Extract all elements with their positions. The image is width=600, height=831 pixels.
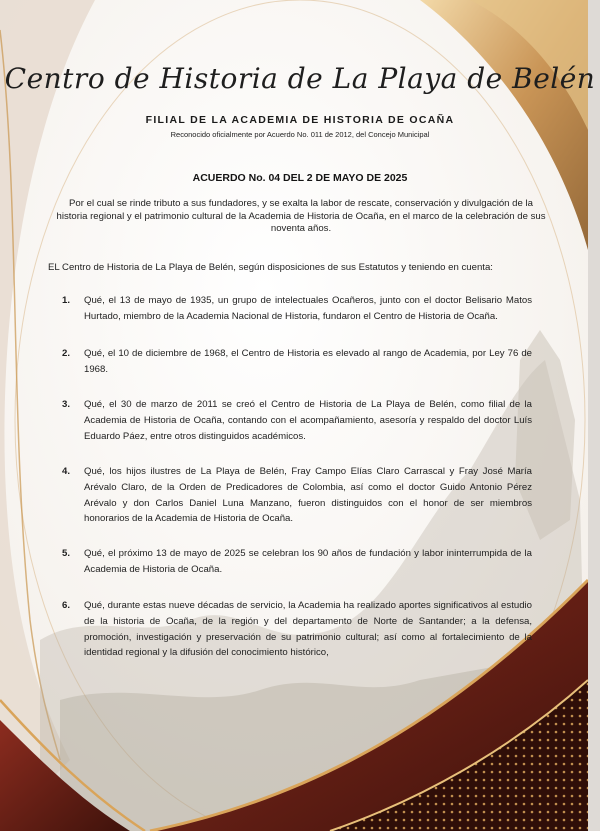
list-item [62, 293, 532, 325]
list-item [62, 464, 532, 527]
list-item [62, 346, 532, 378]
list-item [62, 598, 532, 661]
list-item-number: 6. [62, 600, 71, 611]
list-item-number: 3. [62, 399, 71, 410]
list-item-number: 5. [62, 548, 71, 559]
list-item-number: 1. [62, 295, 71, 306]
list-item [62, 546, 532, 578]
list-item-text: Qué, el 13 de mayo de 1935, un grupo de intelectuales Ocañeros, junto con el doctor Belisario Matos Hurtado, miembro de la Academia Nacional de Historia, fundaron el Centro de Historia de Ocaña. [84, 295, 532, 322]
list-item-number: 4. [62, 466, 71, 477]
list-item-text: Qué, el 10 de diciembre de 1968, el Centro de Historia es elevado al rango de Academia, por Ley 76 de 1968. [84, 348, 532, 375]
recognition-note: Reconocido oficialmente por Acuerdo No. 011 de 2012, del Concejo Municipal [170, 130, 430, 139]
institution-title: Centro de Historia de La Playa de Belén [4, 62, 596, 95]
agreement-intro: EL Centro de Historia de La Playa de Belén, según disposiciones de sus Estatutos y teniendo en cuenta: [48, 262, 493, 273]
list-item-text: Qué, los hijos ilustres de La Playa de Belén, Fray Campo Elías Claro Carrascal y Fray José María Arévalo Claro, de la Orden de Predicadores de Colombia, así como el doctor Guido Antonio Pérez Arévalo y don Carlos Daniel Luna Manzano, fueron distinguidos con el honor de ser miembros honorarios de la Academia de Historia de Ocaña. [84, 466, 532, 525]
agreement-title: ACUERDO No. 04 DEL 2 DE MAYO DE 2025 [192, 172, 408, 184]
agreement-summary: Por el cual se rinde tributo a sus fundadores, y se exalta la labor de rescate, conservación y divulgación de la historia regional y el patrimonio cultural de la Academia de Historia de Ocaña, en el marco de la celebración de sus noventa años. [56, 198, 546, 235]
list-item-number: 2. [62, 348, 71, 359]
list-item-text: Qué, durante estas nueve décadas de servicio, la Academia ha realizado aportes significativos al estudio de la historia de Ocaña, de la región y del departamento de Norte de Santander; a la defensa, promoción, investigación y preservación de su patrimonio cultural; así como al fortalecimiento de la identidad regional y la difusión del conocimiento histórico, [84, 600, 532, 659]
list-item-text: Qué, el 30 de marzo de 2011 se creó el Centro de Historia de La Playa de Belén, como filial de la Academia de Historia de Ocaña, contando con el acompañamiento, asesoría y respaldo del doctor Luís Eduardo Páez, entre otros distinguidos académicos. [84, 399, 532, 442]
institution-subtitle: FILIAL DE LA ACADEMIA DE HISTORIA DE OCAÑA [145, 114, 455, 126]
list-item-text: Qué, el próximo 13 de mayo de 2025 se celebran los 90 años de fundación y labor ininterrumpida de la Academia de Historia de Ocaña. [84, 548, 532, 575]
list-item [62, 397, 532, 444]
